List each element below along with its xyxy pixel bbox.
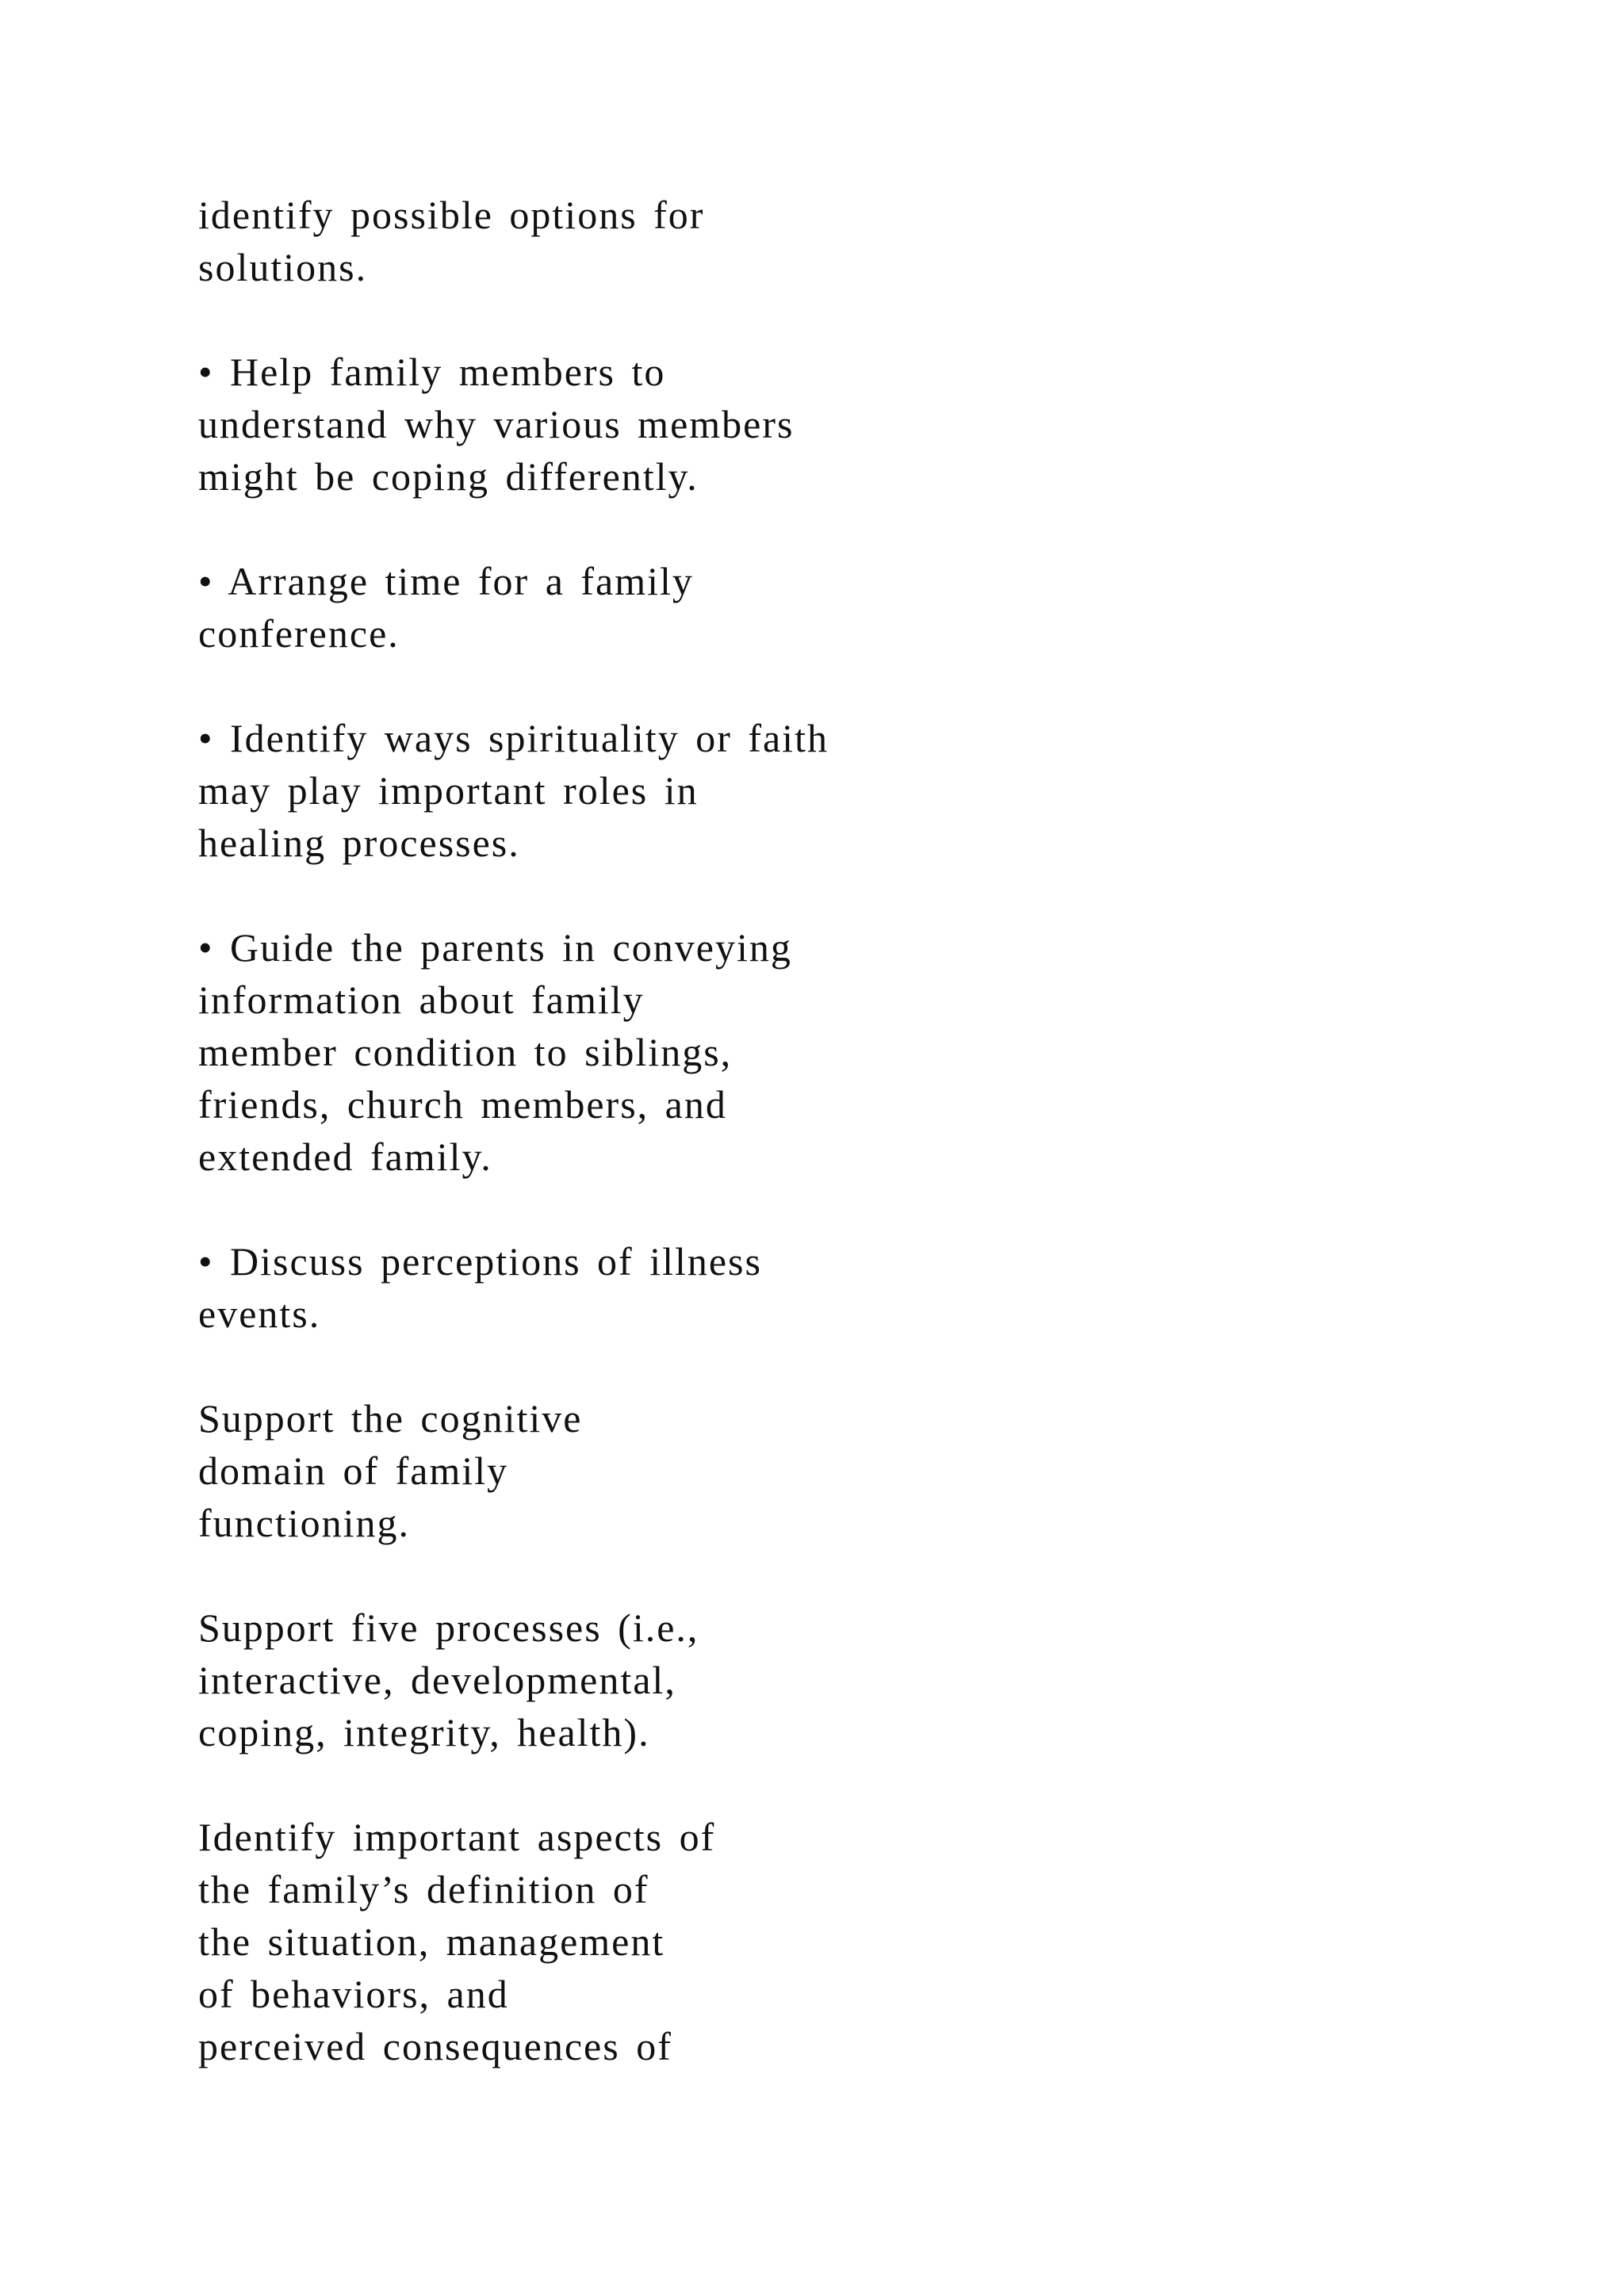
text-line: • Identify ways spirituality or faith (198, 716, 829, 760)
text-line: the situation, management (198, 1919, 665, 1964)
text-line: understand why various members (198, 402, 795, 446)
text-line: • Help family members to (198, 350, 666, 394)
text-line: events. (198, 1292, 321, 1336)
text-line: solutions. (198, 245, 368, 289)
text-line: information about family (198, 978, 645, 1022)
text-line: member condition to siblings, (198, 1030, 733, 1074)
text-line: the family’s definition of (198, 1867, 649, 1911)
text-line: Support the cognitive (198, 1396, 583, 1441)
text-line: conference. (198, 611, 400, 656)
bullet-conference (198, 555, 1229, 660)
text-line: might be coping differently. (198, 454, 699, 499)
paragraph-options (198, 189, 1229, 293)
paragraph-five-processes (198, 1601, 1229, 1758)
text-line: • Discuss perceptions of illness (198, 1239, 762, 1284)
text-line: extended family. (198, 1135, 492, 1179)
text-line: interactive, developmental, (198, 1658, 676, 1702)
bullet-spirituality (198, 712, 1229, 869)
text-line: healing processes. (198, 821, 520, 865)
text-line: Support five processes (i.e., (198, 1605, 699, 1650)
text-line: perceived consequences of (198, 2024, 672, 2068)
text-line: • Guide the parents in conveying (198, 925, 792, 970)
text-line: friends, church members, and (198, 1082, 727, 1127)
document-body (198, 189, 1229, 2125)
text-line: Identify important aspects of (198, 1815, 716, 1859)
bullet-coping (198, 346, 1229, 503)
text-line: functioning. (198, 1501, 411, 1545)
text-line: of behaviors, and (198, 1972, 509, 2016)
paragraph-cognitive-domain (198, 1392, 1229, 1549)
text-line: identify possible options for (198, 193, 705, 237)
text-line: may play important roles in (198, 768, 699, 813)
text-line: domain of family (198, 1448, 509, 1493)
text-line: coping, integrity, health). (198, 1710, 650, 1755)
bullet-perceptions (198, 1235, 1229, 1340)
bullet-guide-parents (198, 921, 1229, 1183)
paragraph-important-aspects (198, 1811, 1229, 2072)
text-line: • Arrange time for a family (198, 559, 694, 603)
